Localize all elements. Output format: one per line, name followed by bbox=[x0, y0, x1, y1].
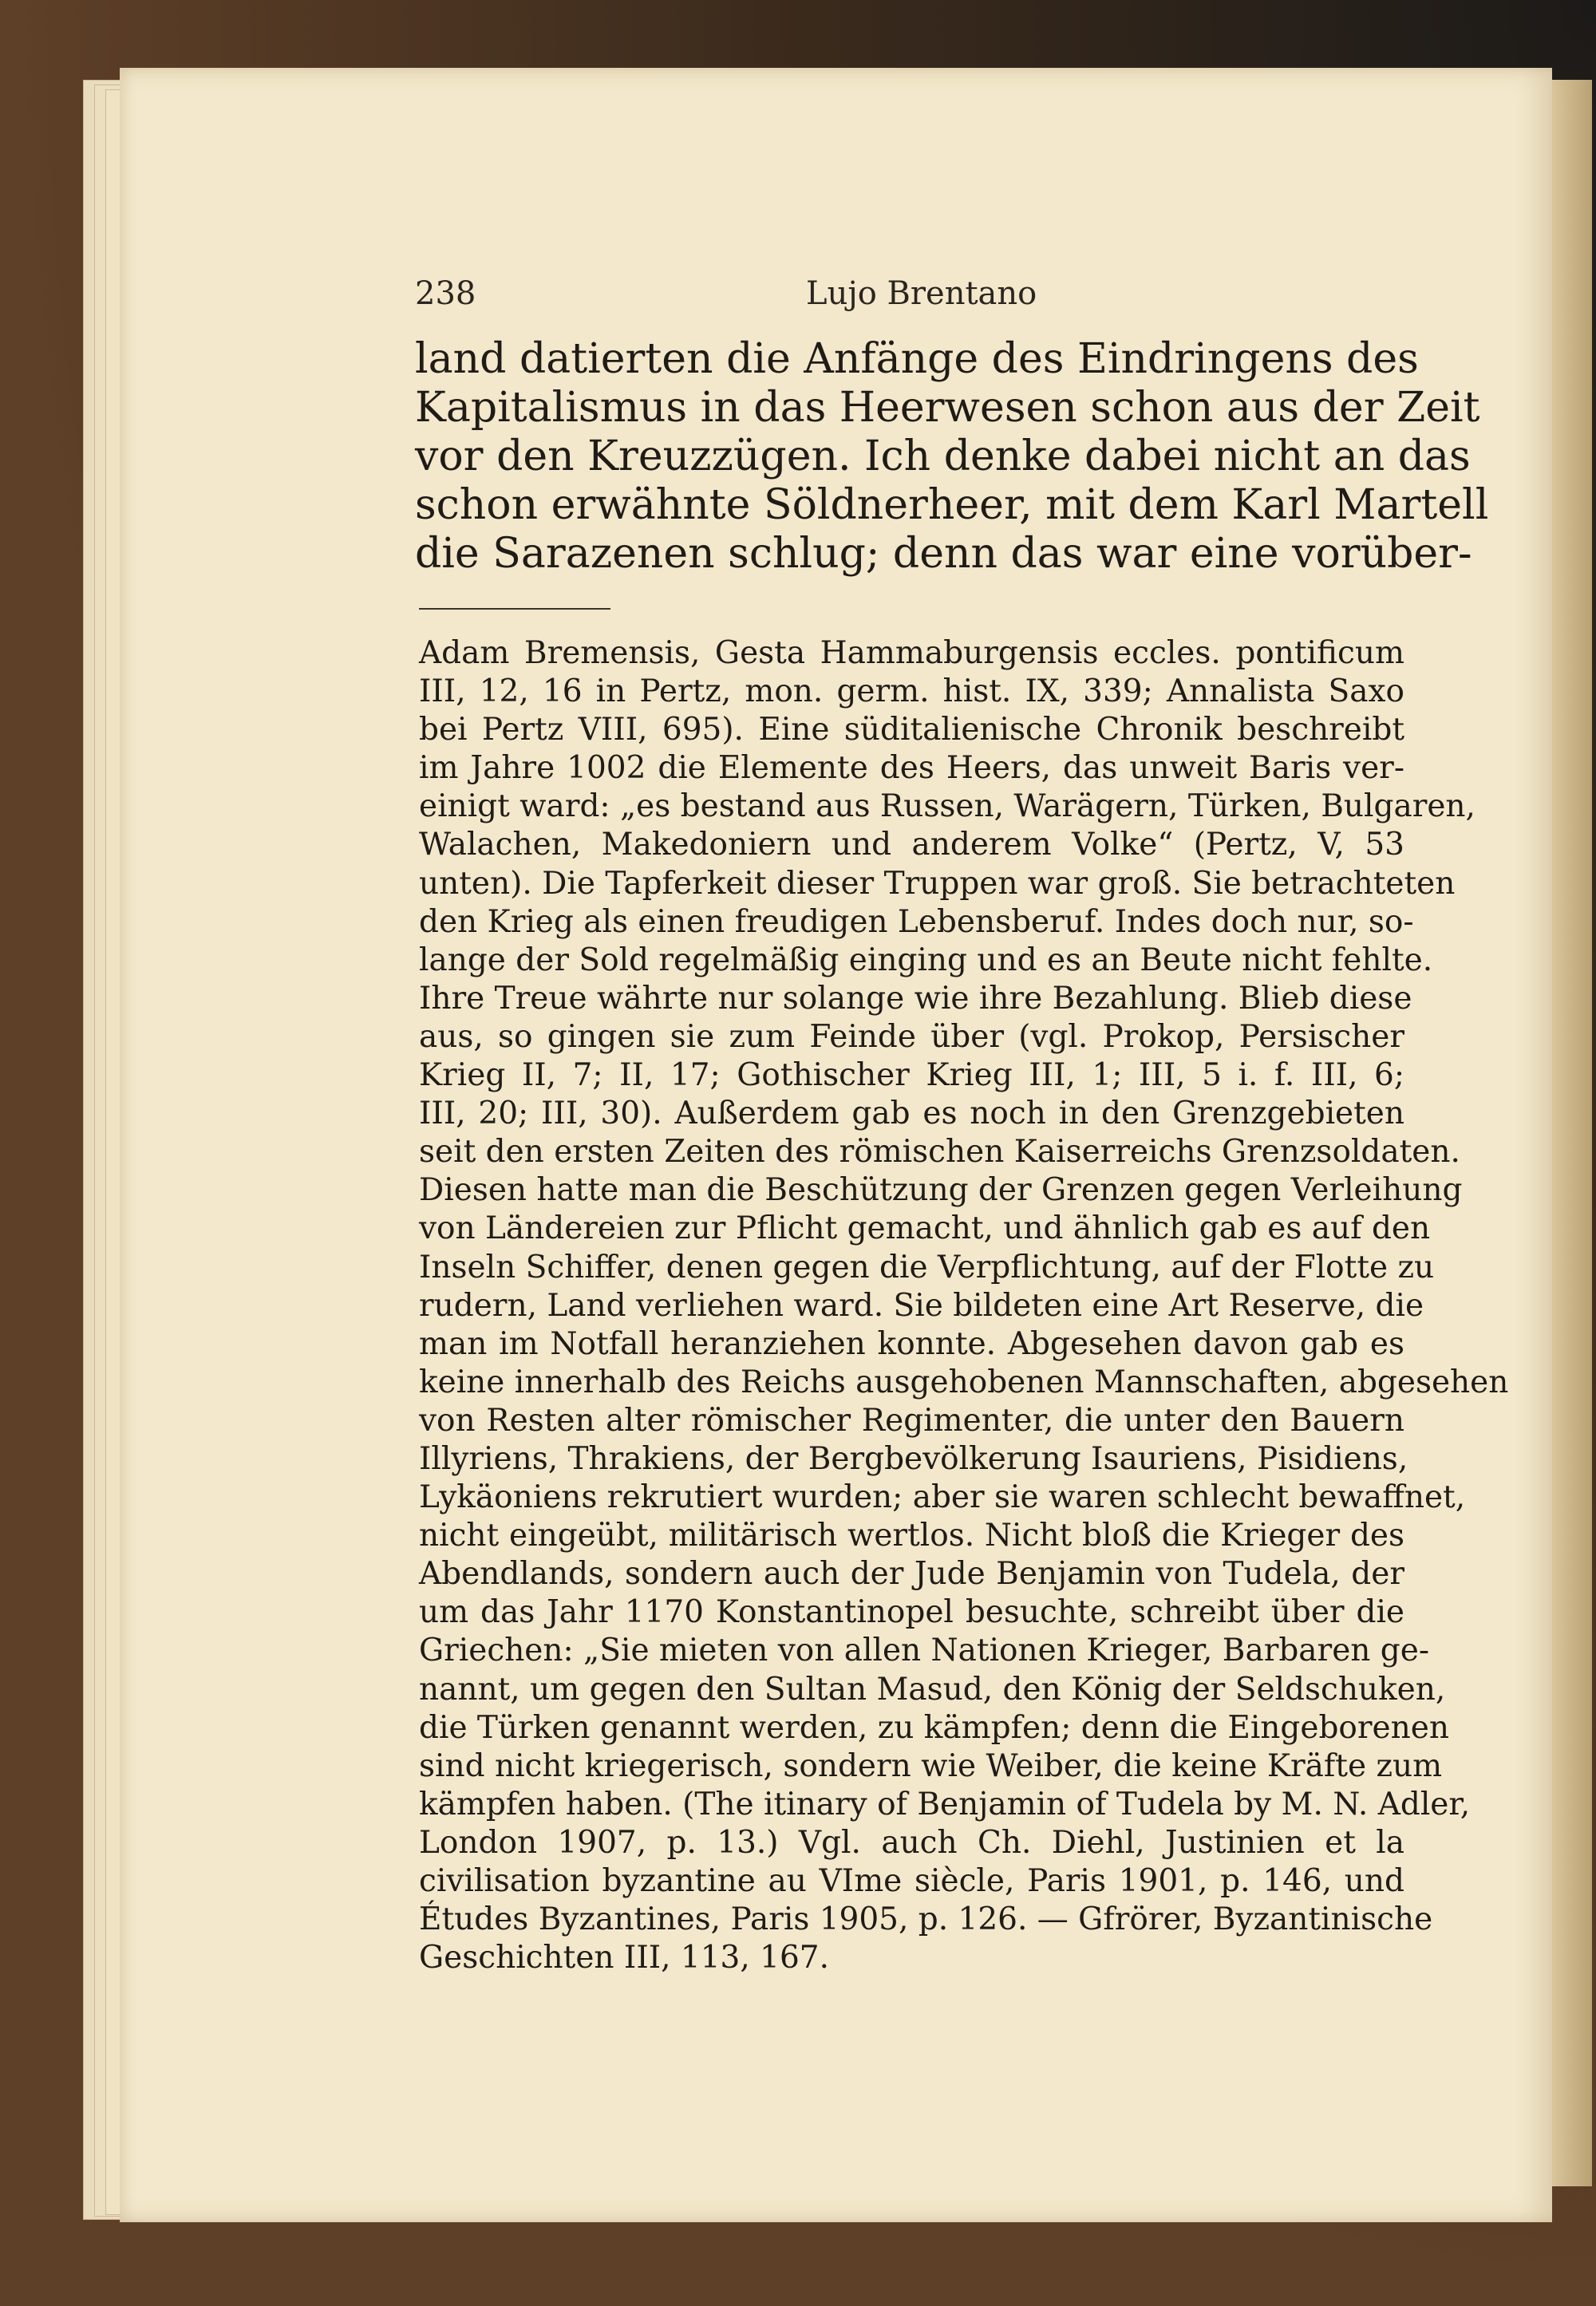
footnote-line: III, 20; III, 30). Außerdem gab es noch in den Grenzgebieten bbox=[419, 1096, 1404, 1132]
footnote-line: unten). Die Tapferkeit dieser Truppen war groß. Sie betrachteten bbox=[419, 865, 1456, 902]
footnote-line: aus, so gingen sie zum Feinde über (vgl. Prokop, Persischer bbox=[419, 1018, 1404, 1055]
footnote-line: Walachen, Makedoniern und anderem Volke“ (Pertz, V, 53 bbox=[419, 827, 1404, 863]
footnote bbox=[419, 634, 1509, 1977]
footnote-line: Études Byzantines, Paris 1905, p. 126. — Gfrörer, Byzantinische bbox=[419, 1901, 1433, 1938]
footnote-line: bei Pertz VIII, 695). Eine süditalienische Chronik beschreibt bbox=[419, 712, 1404, 748]
text-line: Kapitalismus in das Heerwesen schon aus der Zeit bbox=[415, 384, 1480, 432]
footnote-line: sind nicht kriegerisch, sondern wie Weiber, die keine Kräfte zum bbox=[419, 1747, 1443, 1784]
footnote-line: im Jahre 1002 die Elemente des Heers, das unweit Baris ver- bbox=[419, 750, 1404, 787]
footnote-line: Adam Bremensis, Gesta Hammaburgensis eccles. pontificum bbox=[419, 635, 1404, 671]
text-line: schon erwähnte Söldnerheer, mit dem Karl Martell bbox=[415, 481, 1489, 529]
footnote-line: Diesen hatte man die Beschützung der Grenzen gegen Verleihung bbox=[419, 1172, 1463, 1209]
footnote-line: Illyriens, Thrakiens, der Bergbevölkerung Isauriens, Pisidiens, bbox=[419, 1440, 1408, 1477]
footnote-line: man im Notfall heranziehen konnte. Abgesehen davon gab es bbox=[419, 1325, 1404, 1362]
footnote-line: nannt, um gegen den Sultan Masud, den König der Seldschuken, bbox=[419, 1671, 1446, 1708]
footnote-line: rudern, Land verliehen ward. Sie bildeten eine Art Reserve, die bbox=[419, 1287, 1424, 1324]
footnote-line: Lykäoniens rekrutiert wurden; aber sie waren schlecht bewaffnet, bbox=[419, 1479, 1466, 1516]
footnote-line: die Türken genannt werden, zu kämpfen; denn die Eingeborenen bbox=[419, 1709, 1449, 1746]
footnote-line: III, 12, 16 in Pertz, mon. germ. hist. IX, 339; Annalista Saxo bbox=[419, 673, 1404, 710]
running-head bbox=[415, 275, 1452, 323]
footnote-line: Inseln Schiffer, denen gegen die Verpflichtung, auf der Flotte zu bbox=[419, 1249, 1435, 1285]
facing-page-edge bbox=[1552, 80, 1592, 2186]
footnote-line: London 1907, p. 13.) Vgl. auch Ch. Diehl, Justinien et la bbox=[419, 1824, 1404, 1861]
footnote-line: lange der Sold regelmäßig einging und es an Beute nicht fehlte. bbox=[419, 942, 1433, 978]
footnote-line: seit den ersten Zeiten des römischen Kaiserreichs Grenzsoldaten. bbox=[419, 1134, 1460, 1171]
footnote-line: Krieg II, 7; II, 17; Gothischer Krieg III, 1; III, 5 i. f. III, 6; bbox=[419, 1057, 1404, 1094]
footnote-line: den Krieg als einen freudigen Lebensberuf. Indes doch nur, so- bbox=[419, 903, 1414, 940]
text-line: die Sarazenen schlug; denn das war eine vorüber- bbox=[415, 530, 1472, 578]
page-number: 238 bbox=[415, 275, 476, 312]
footnote-line: Geschichten III, 113, 167. bbox=[419, 1940, 829, 1976]
footnote-line: kämpfen haben. (The itinary of Benjamin of Tudela by M. N. Adler, bbox=[419, 1786, 1471, 1822]
footnote-line: Ihre Treue währte nur solange wie ihre Bezahlung. Blieb diese bbox=[419, 980, 1412, 1017]
footnote-line: civilisation byzantine au VIme siècle, Paris 1901, p. 146, und bbox=[419, 1863, 1404, 1899]
text-line: land datierten die Anfänge des Eindringens des bbox=[415, 335, 1419, 383]
footnote-line: einigt ward: „es bestand aus Russen, Warägern, Türken, Bulgaren, bbox=[419, 788, 1476, 825]
footnote-line: von Ländereien zur Pflicht gemacht, und ähnlich gab es auf den bbox=[419, 1210, 1431, 1247]
footnote-line: keine innerhalb des Reichs ausgehobenen Mannschaften, abgesehen bbox=[419, 1364, 1509, 1400]
text-line: vor den Kreuzzügen. Ich denke dabei nicht an das bbox=[415, 432, 1471, 480]
footnote-line: Griechen: „Sie mieten von allen Nationen Krieger, Barbaren ge- bbox=[419, 1633, 1430, 1669]
footnote-rule bbox=[419, 608, 610, 610]
main-text bbox=[415, 335, 1489, 578]
footnote-line: um das Jahr 1170 Konstantinopel besuchte, schreibt über die bbox=[419, 1594, 1404, 1631]
running-title: Lujo Brentano bbox=[806, 275, 1037, 312]
footnote-line: nicht eingeübt, militärisch wertlos. Nicht bloß die Krieger des bbox=[419, 1518, 1404, 1554]
footnote-line: Abendlands, sondern auch der Jude Benjamin von Tudela, der bbox=[419, 1556, 1404, 1593]
footnote-line: von Resten alter römischer Regimenter, die unter den Bauern bbox=[419, 1402, 1404, 1439]
